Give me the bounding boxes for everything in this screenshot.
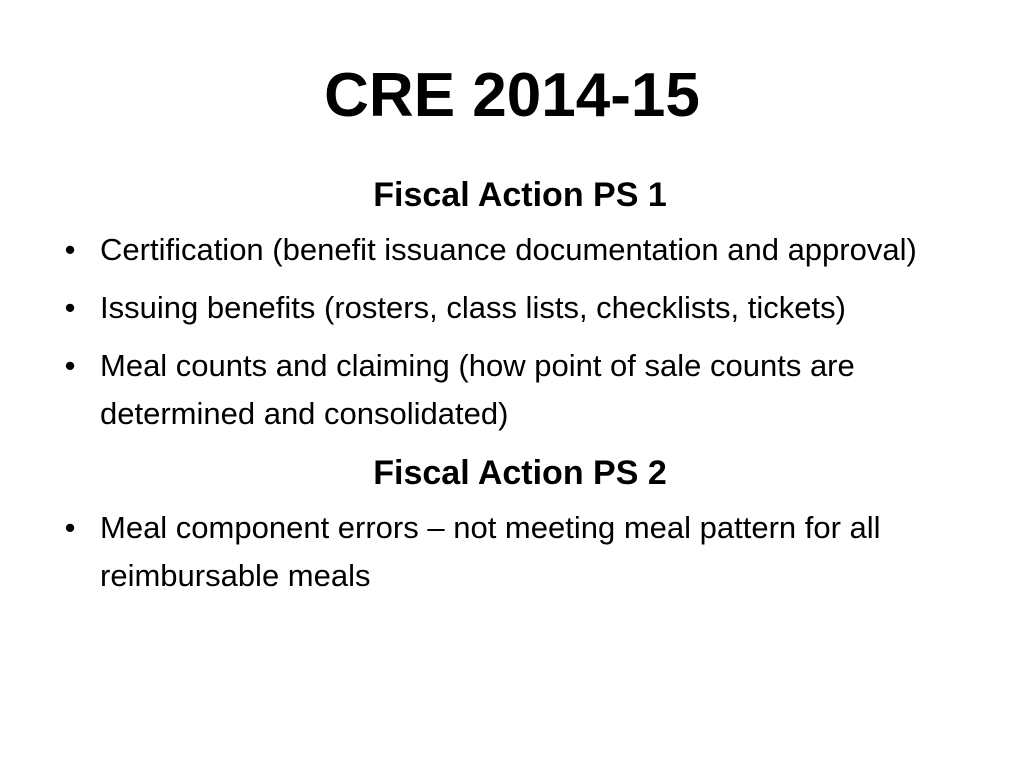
bullet-text: Meal component errors – not meeting meal pattern for all reimbursable meals xyxy=(100,510,881,593)
bullet-dot-icon xyxy=(60,342,80,390)
slide-title: CRE 2014-15 xyxy=(324,61,700,130)
section-heading-ps2: Fiscal Action PS 2 xyxy=(373,454,667,492)
bullet-list-ps1 xyxy=(60,226,980,438)
bullet-list-ps2 xyxy=(60,504,980,600)
section-heading-ps1: Fiscal Action PS 1 xyxy=(373,176,667,214)
slide-content xyxy=(60,170,980,610)
bullet-text: Certification (benefit issuance documentation and approval) xyxy=(100,232,917,267)
bullet-dot-icon xyxy=(60,284,80,332)
bullet-item xyxy=(60,504,980,600)
bullet-item xyxy=(60,284,980,332)
bullet-dot-icon xyxy=(60,226,80,274)
bullet-dot-icon xyxy=(60,504,80,552)
bullet-text: Meal counts and claiming (how point of sale counts are determined and consolidated) xyxy=(100,348,855,431)
bullet-item xyxy=(60,226,980,274)
bullet-text: Issuing benefits (rosters, class lists, checklists, tickets) xyxy=(100,290,846,325)
bullet-item xyxy=(60,342,980,438)
